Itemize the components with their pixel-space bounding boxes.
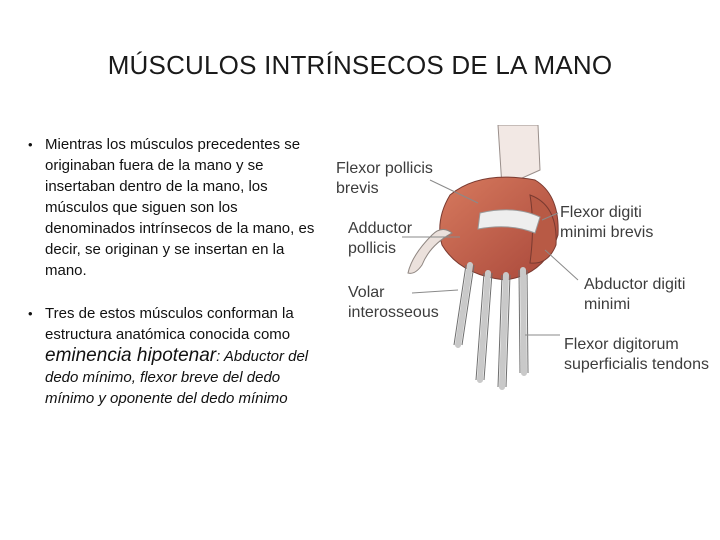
label-line: interosseous [348, 304, 439, 321]
label-line: Abductor digiti [584, 276, 686, 293]
label-line: Volar [348, 284, 385, 301]
thumb-shape [408, 229, 452, 273]
bullet-item [28, 303, 318, 409]
bullet-separator: : [216, 348, 224, 365]
bullet-list [28, 134, 318, 409]
label-line: Adductor [348, 220, 413, 237]
label-line: minimi brevis [560, 224, 654, 241]
label-flexor-digiti-minimi-brevis [560, 203, 653, 243]
slide-title: MÚSCULOS INTRÍNSECOS DE LA MANO [107, 50, 613, 80]
label-line: Flexor pollicis [336, 160, 433, 177]
label-abductor-digiti-minimi [584, 275, 685, 315]
label-line: brevis [336, 180, 379, 197]
label-flexor-pollicis-brevis [336, 159, 433, 199]
bullet-intro-text: Tres de estos músculos conforman la estructura anatómica conocida como [45, 305, 294, 343]
label-line: pollicis [348, 240, 397, 257]
label-line: Flexor digitorum [564, 336, 679, 353]
bullet-emphasis: eminencia hipotenar [45, 345, 217, 366]
label-adductor-pollicis [348, 219, 412, 259]
hand-muscle-illustration [330, 125, 715, 415]
label-volar-interosseous [348, 283, 439, 323]
bullet-item [28, 134, 318, 281]
label-line: superficialis tendons [564, 356, 709, 373]
label-line: Flexor digiti [560, 204, 642, 221]
bullet-symbol: • [28, 306, 33, 321]
bullet-rest-text: Abductor del dedo mínimo, flexor breve del dedo mínimo y oponente del dedo mínimo [45, 348, 309, 407]
label-line: minimi [584, 296, 631, 313]
label-flexor-digitorum-superficialis [564, 335, 709, 375]
bullet-symbol: • [28, 137, 33, 152]
bullet-text: Mientras los músculos precedentes se originaban fuera de la mano y se insertaban dentro de la mano, los músculos que siguen son los denominados intrínsecos de la mano, es decir, se originan y se insertan en la mano. [45, 136, 315, 279]
